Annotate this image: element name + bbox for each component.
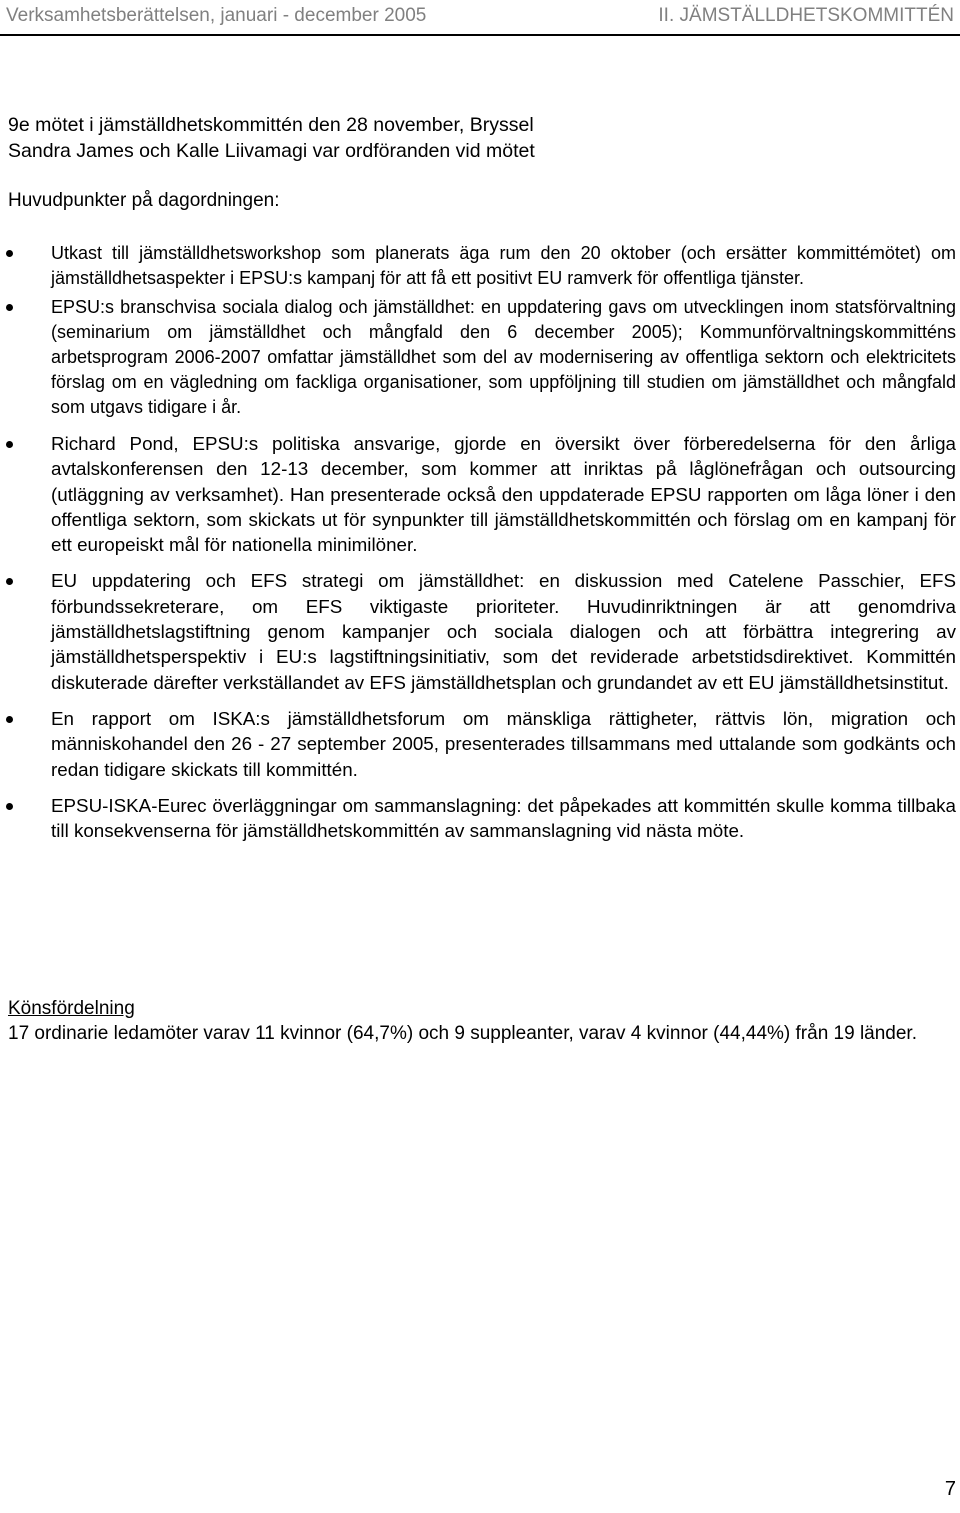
gender-heading: Könsfördelning bbox=[8, 998, 135, 1019]
page-header bbox=[0, 0, 960, 36]
list-item-text: Utkast till jämställdhetsworkshop som planerats äga rum den 20 oktober (och ersätter kommittémötet) om jämställdhetsaspekter i EPSU:s kampanj för att få ett positivt EU ramverk för offentliga tjänster. bbox=[51, 243, 956, 288]
header-section-title: II. JÄMSTÄLLDHETSKOMMITTÉN bbox=[658, 5, 954, 26]
gender-text: 17 ordinarie ledamöter varav 11 kvinnor (64,7%) och 9 suppleanter, varav 4 kvinnor (44,44%) från 19 länder. bbox=[8, 1023, 917, 1044]
list-item bbox=[0, 706, 960, 782]
list-item-text: Richard Pond, EPSU:s politiska ansvarige, gjorde en översikt över förberedelserna för den årliga avtalskonferensen den 12-13 december, som kommer att inriktas på låglönefrågan och outsourcing (utläggning av verksamhet). Han presenterade också den uppdaterade EPSU rapporten om låga löner i den offentliga sektorn, som skickats ut för synpunkter till jämställdhetskommittén och förslag om en kampanj för ett europeiskt mål för nationella minimilöner. bbox=[51, 433, 956, 556]
bullet-icon bbox=[6, 578, 13, 585]
list-item-text: EU uppdatering och EFS strategi om jämställdhet: en diskussion med Catelene Passchier, EFS förbundssekreterare, om EFS viktigaste prioriteter. Huvudinriktningen är att genomdriva jämställdhetslagstiftning genom kampanjer och sociala dialogen och att förbättra integrering av jämställdhetsperspektiv i EU:s lagstiftningsinitiativ, som det reviderade arbetstidsdirektivet. Kommittén diskuterade därefter verkställandet av EFS jämställdhetsplan och grundandet av ett EU jämställdhetsinstitut. bbox=[51, 570, 956, 693]
bullet-icon bbox=[6, 803, 13, 810]
list-item bbox=[0, 431, 960, 557]
bullet-icon bbox=[6, 716, 13, 723]
list-item-text: EPSU:s branschvisa sociala dialog och jämställdhet: en uppdatering gavs om utvecklingen inom statsförvaltning (seminarium om jämställdhet och mångfald den 6 december 2005); Kommunförvaltningskommitténs arbetsprogram 2006-2007 omfattar jämställdhet som del av modernisering av offentliga sektorn och elektricitets förslag om en vägledning om fackliga organisationer, som uppföljning till studien om jämställdhet och mångfald som utgavs tidigare i år. bbox=[51, 297, 956, 417]
agenda-label: Huvudpunkter på dagordningen: bbox=[8, 190, 280, 211]
list-item-text: En rapport om ISKA:s jämställdhetsforum om mänskliga rättigheter, rättvis lön, migration och människohandel den 26 - 27 september 2005, presenterades tillsammans med uttalande som godkänts och redan tidigare skickats till kommittén. bbox=[51, 707, 956, 780]
gender-distribution-section bbox=[8, 996, 958, 1046]
meeting-chairs: Sandra James och Kalle Liivamagi var ordföranden vid mötet bbox=[8, 140, 535, 162]
meeting-title: 9e mötet i jämställdhetskommittén den 28 november, Bryssel bbox=[8, 114, 534, 136]
list-item bbox=[0, 793, 960, 844]
agenda-list bbox=[0, 241, 960, 843]
list-item bbox=[0, 241, 960, 291]
header-report-title: Verksamhetsberättelsen, januari - december 2005 bbox=[6, 5, 427, 26]
bullet-icon bbox=[6, 441, 13, 448]
bullet-icon bbox=[6, 304, 13, 311]
list-item-text: EPSU-ISKA-Eurec överläggningar om sammanslagning: det påpekades att kommittén skulle komma tillbaka till konsekvenserna för jämställdhetskommittén av sammanslagning vid nästa möte. bbox=[51, 794, 956, 842]
list-item bbox=[0, 568, 960, 694]
bullet-icon bbox=[6, 250, 13, 257]
list-item bbox=[0, 295, 960, 420]
page-number: 7 bbox=[944, 1478, 956, 1500]
meeting-title-block bbox=[8, 112, 952, 164]
